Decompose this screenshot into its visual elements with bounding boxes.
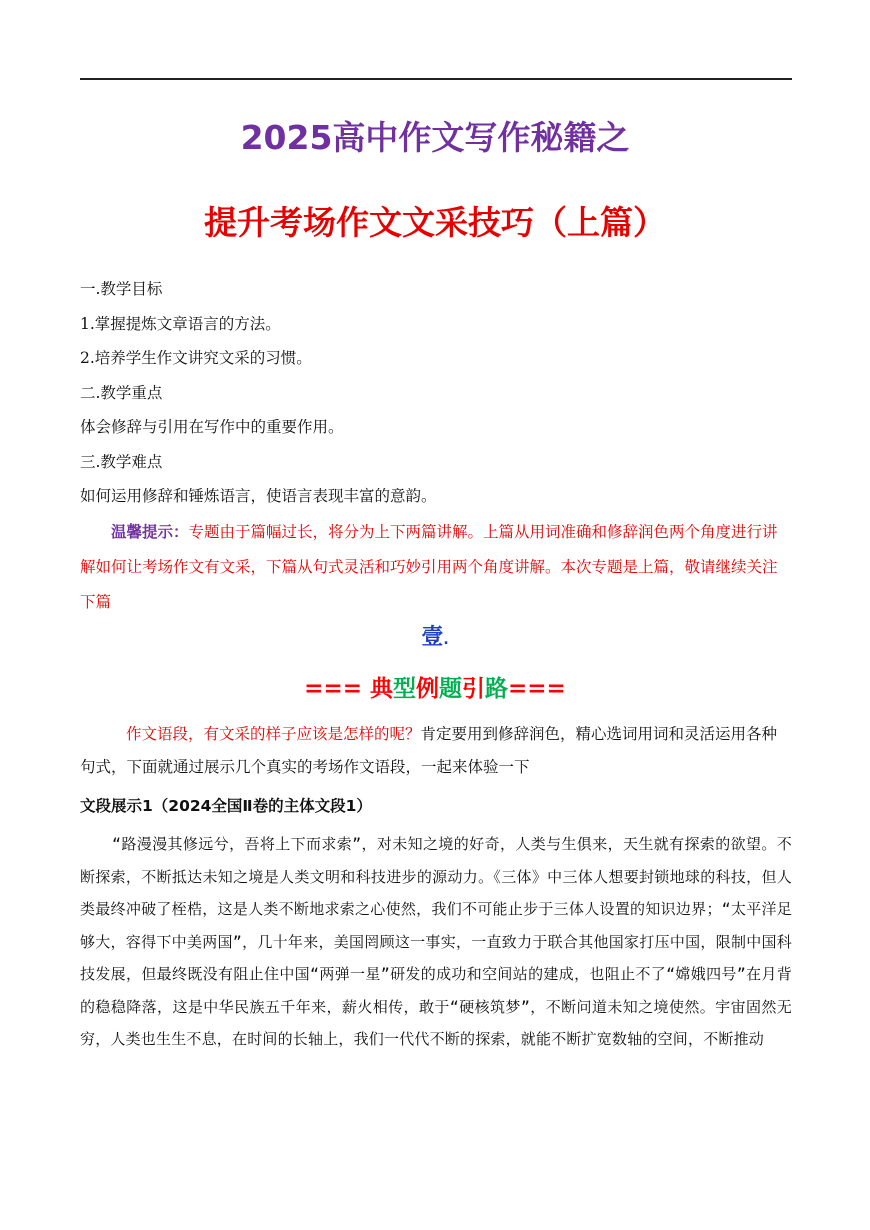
tip-paragraph: [80, 514, 792, 620]
banner-word: 型: [393, 676, 416, 702]
banner-word: 例: [416, 676, 439, 702]
section-banner: [0, 670, 870, 703]
outline-heading-goals: 一.教学目标: [80, 280, 163, 298]
outline-heading-focus: 二.教学重点: [80, 384, 163, 402]
outline-heading-difficulty: 三.教学难点: [80, 453, 163, 471]
banner-prefix: ===: [304, 676, 370, 702]
page-subtitle: 提升考场作文文采技巧（上篇）: [204, 203, 666, 242]
header-rule: [80, 78, 792, 80]
outline-item: 2.培养学生作文讲究文采的习惯。: [80, 349, 312, 367]
outline-item: 如何运用修辞和锤炼语言，使语言表现丰富的意韵。: [80, 487, 437, 505]
sample-heading: 文段展示1（2024全国Ⅱ卷的主体文段1）: [80, 797, 372, 815]
intro-question: 作文语段，有文采的样子应该是怎样的呢？: [126, 725, 421, 743]
banner-word: 典: [370, 676, 393, 702]
page-title: 2025高中作文写作秘籍之: [240, 118, 630, 157]
outline-item: 体会修辞与引用在写作中的重要作用。: [80, 418, 344, 436]
section-marker: [0, 620, 870, 651]
banner-suffix: ===: [508, 676, 566, 702]
section-marker-char: 壹: [421, 625, 444, 650]
section-marker-dot: .: [443, 632, 449, 648]
banner-word: 路: [485, 676, 508, 702]
tip-label: 温馨提示：: [111, 522, 189, 541]
tip-text: 专题由于篇幅过长，将分为上下两篇讲解。上篇从用词准确和修辞润色两个角度进行讲解如何让考场作文有文采，下篇从句式灵活和巧妙引用两个角度讲解。本次专题是上篇，敬请继续关注下篇: [80, 523, 778, 611]
intro-paragraph: [80, 718, 792, 784]
outline-item: 1.掌握提炼文章语言的方法。: [80, 315, 281, 333]
banner-word: 引: [462, 676, 485, 702]
essay-excerpt: “路漫漫其修远兮，吾将上下而求索”，对未知之境的好奇，人类与生俱来，天生就有探索的欲望。不断探索，不断抵达未知之境是人类文明和科技进步的源动力。《三体》中三体人想要封锁地球的科技，但人类最终冲破了桎梏，这是人类不断地求索之心使然，我们不可能止步于三体人设置的知识边界；“太平洋足够大，容得下中美两国”，几十年来，美国罔顾这一事实，一直致力于联合其他国家打压中国，限制中国科技发展，但最终既没有阻止住中国“两弹一星”研发的成功和空间站的建成，也阻止不了“嫦娥四号”在月背的稳稳降落，这是中华民族五千年来，薪火相传，敢于“硬核筑梦”，不断问道未知之境使然。宇宙固然无穷，人类也生生不息，在时间的长轴上，我们一代代不断的探索，就能不断扩宽数轴的空间，不断推动: [80, 835, 792, 1048]
intro-text: 肯定要用到修辞润色，精心选词用词和灵活运用各种句式，下面就通过展示几个真实的考场作文语段，一起来体验一下: [80, 725, 778, 776]
banner-word: 题: [439, 676, 462, 702]
